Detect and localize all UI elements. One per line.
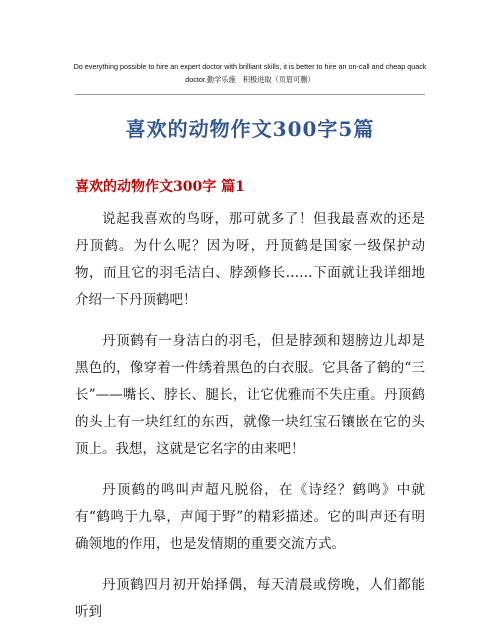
- header-note-chinese: 勤学乐施 积极进取（页眉可删）: [206, 75, 315, 84]
- paragraph-1: 说起我喜欢的鸟呀，那可就多了！但我最喜欢的还是丹顶鹤。为什么呢？因为呀，丹顶鹤是国家一级保护动物，而且它的羽毛洁白、脖颈修长……下面就让我详细地介绍一下丹顶鹤吧！: [75, 211, 425, 308]
- header-note-english: Do everything possible to hire an expert doctor with brilliant skills, it is better to hire an on-call and cheap quack doctor.: [73, 62, 427, 84]
- header-divider: [75, 94, 425, 95]
- paragraph-2: 丹顶鹤有一身洁白的羽毛，但是脖颈和翅膀边儿却是黑色的，像穿着一件绣着黑色的白衣服。它具备了鹤的“三长”——嘴长、脖长、腿长，让它优雅而不失庄重。丹顶鹤的头上有一块红红的东西，就像一块红宝石镶嵌在它的头顶上。我想，这就是它名字的由来吧！: [75, 333, 425, 457]
- section-heading: 喜欢的动物作文300字 篇1: [75, 179, 245, 195]
- body-text: [75, 206, 425, 640]
- page-header-note: [62, 60, 438, 86]
- document-title: 喜欢的动物作文300字5篇: [125, 117, 375, 141]
- paragraph-3: 丹顶鹤的鸣叫声超凡脱俗，在《诗经？鹤鸣》中就有“鹤鸣于九皋，声闻于野”的精彩描述。它的叫声还有明确领地的作用，也是发情期的重要交流方式。: [75, 482, 425, 552]
- paragraph-4: 丹顶鹤四月初开始择偶，每天清晨或傍晚，人们都能听到: [75, 577, 425, 620]
